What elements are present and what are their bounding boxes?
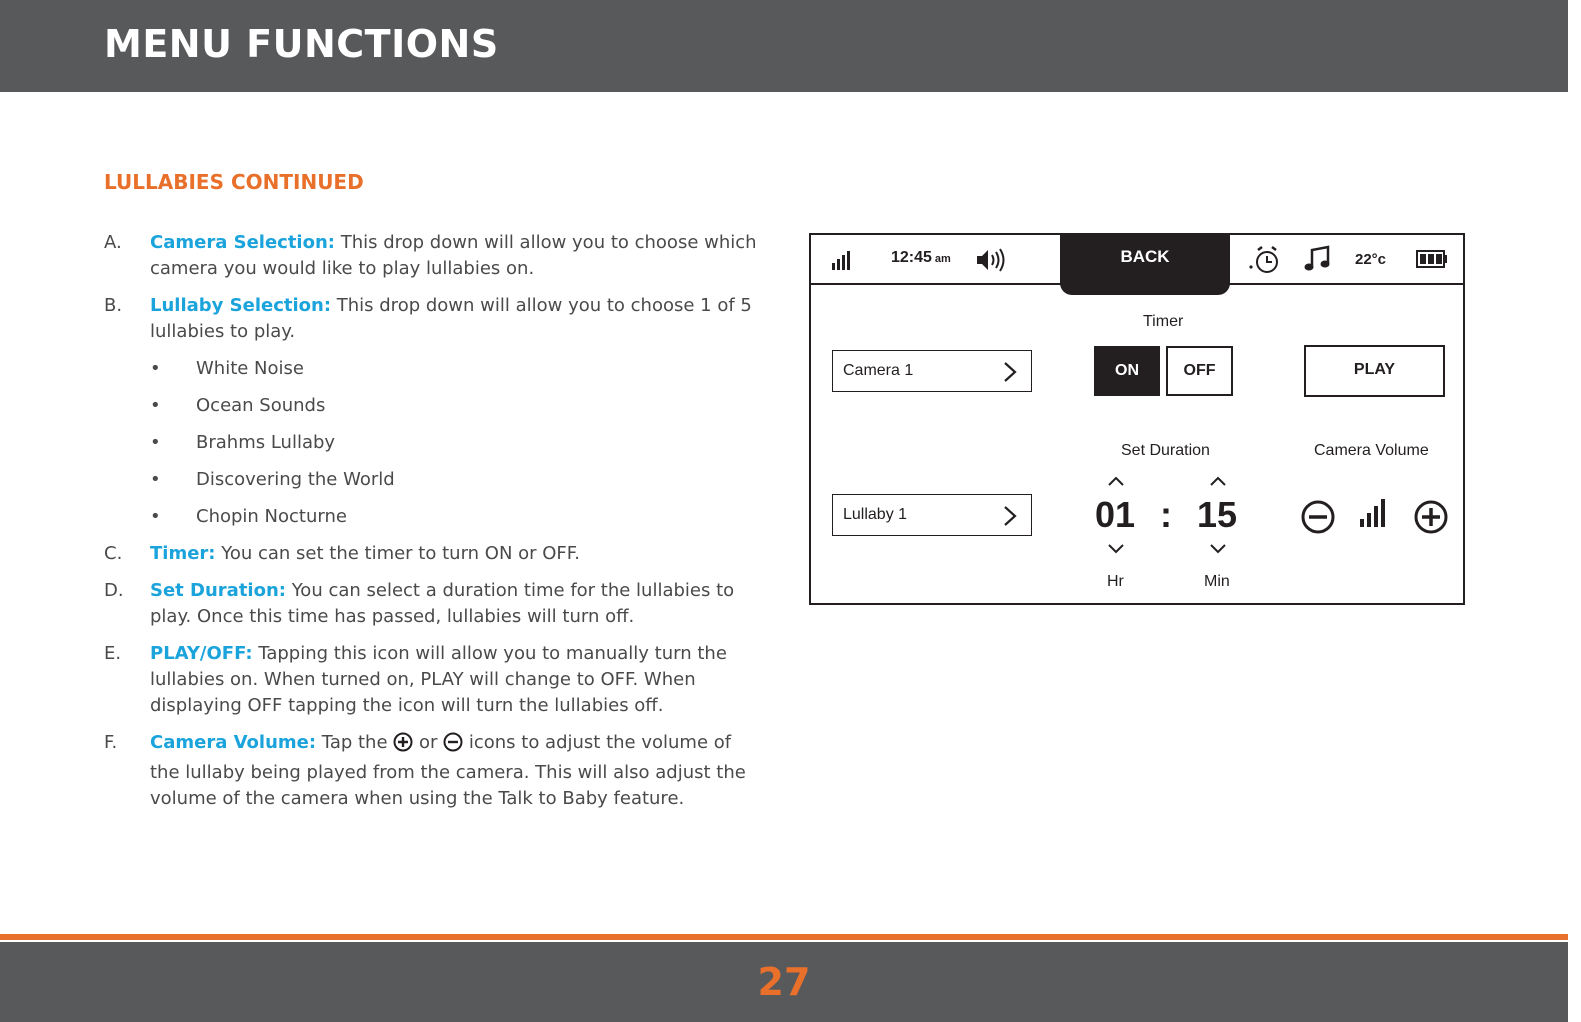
alarm-clock-icon[interactable] (1249, 245, 1281, 280)
volume-level-icon (1358, 497, 1390, 529)
item-play-off (104, 641, 764, 719)
timer-on-button[interactable]: ON (1094, 346, 1160, 396)
item-text: This drop down will allow you to choose which camera you would like to play lullabies on. (150, 232, 757, 279)
item-letter: D. (104, 580, 124, 601)
item-term: PLAY/OFF: (150, 643, 253, 664)
temperature-readout: 22°c (1355, 251, 1387, 268)
item-text: You can select a duration time for the lullabies to play. Once this time has passed, lullabies will turn off. (150, 580, 735, 627)
play-button[interactable]: PLAY (1304, 345, 1445, 397)
hour-down-icon[interactable] (1107, 543, 1125, 555)
section-title: LULLABIES CONTINUED (104, 170, 364, 194)
speaker-icon[interactable] (975, 247, 1007, 278)
camera-volume-label: Camera Volume (1314, 442, 1429, 459)
item-text: You can set the timer to turn ON or OFF. (215, 543, 580, 564)
timer-off-button[interactable]: OFF (1166, 346, 1233, 396)
time-separator: : (1160, 494, 1172, 535)
item-text: This drop down will allow you to choose 1 of 5 lullabies to play. (150, 295, 752, 342)
item-set-duration (104, 578, 764, 630)
item-term: Timer: (150, 543, 216, 564)
hour-up-icon[interactable] (1107, 475, 1125, 487)
signal-icon (831, 249, 853, 276)
item-term: Lullaby Selection: (150, 295, 332, 316)
list-item: • Ocean Sounds (150, 395, 326, 416)
list-item: • Chopin Nocturne (150, 506, 347, 527)
list-item: • Brahms Lullaby (150, 432, 336, 453)
minute-up-icon[interactable] (1209, 475, 1227, 487)
plus-circle-icon (393, 732, 413, 760)
lullaby-list (104, 356, 764, 530)
set-duration-label: Set Duration (1121, 442, 1210, 459)
item-letter: F. (104, 732, 118, 753)
item-camera-volume: F. Camera Volume: Tap the or icons to adjust the volume of the lullaby being played from the camera. This will also adjust the volume of the camera when using the Talk to Baby feature. (104, 732, 746, 809)
page-header (0, 0, 1568, 92)
hr-label: Hr (1107, 573, 1124, 590)
camera-dropdown[interactable]: Camera 1 (832, 350, 1032, 392)
item-lullaby-selection (104, 293, 764, 345)
item-letter: E. (104, 643, 122, 664)
item-term: Camera Selection: (150, 232, 335, 253)
battery-icon (1416, 250, 1448, 273)
volume-up-icon[interactable] (1414, 500, 1448, 534)
min-label: Min (1204, 573, 1230, 590)
list-item: • White Noise (150, 358, 304, 379)
instructions-list (104, 230, 764, 823)
hours-value: 01 (1095, 494, 1136, 535)
page-footer (0, 942, 1568, 1022)
item-letter: C. (104, 543, 123, 564)
back-button[interactable]: BACK (1060, 233, 1230, 295)
clock: 12:45 am (891, 249, 951, 266)
footer-divider (0, 934, 1568, 940)
item-text: Tapping this icon will allow you to manually turn the lullabies on. When turned on, PLAY will change to OFF. When displaying OFF tapping the icon will turn the lullabies off. (150, 643, 727, 716)
chevron-right-icon (1003, 361, 1017, 383)
chevron-right-icon (1003, 505, 1017, 527)
lullaby-screen (809, 233, 1465, 605)
page-number: 27 (757, 960, 811, 1004)
minus-circle-icon (443, 732, 463, 760)
minutes-value: 15 (1197, 494, 1238, 535)
item-timer (104, 541, 764, 567)
timer-label: Timer (1143, 313, 1184, 330)
item-term: Camera Volume: (150, 732, 317, 753)
item-letter: A. (104, 232, 122, 253)
lullaby-dropdown[interactable]: Lullaby 1 (832, 494, 1032, 536)
item-letter: B. (104, 295, 123, 316)
status-bar (811, 235, 1463, 285)
minute-down-icon[interactable] (1209, 543, 1227, 555)
list-item: • Discovering the World (150, 469, 395, 490)
item-term: Set Duration: (150, 580, 286, 601)
item-camera-selection (104, 230, 764, 282)
music-note-icon[interactable] (1303, 245, 1331, 278)
page-title: MENU FUNCTIONS (104, 22, 499, 66)
volume-down-icon[interactable] (1301, 500, 1335, 534)
